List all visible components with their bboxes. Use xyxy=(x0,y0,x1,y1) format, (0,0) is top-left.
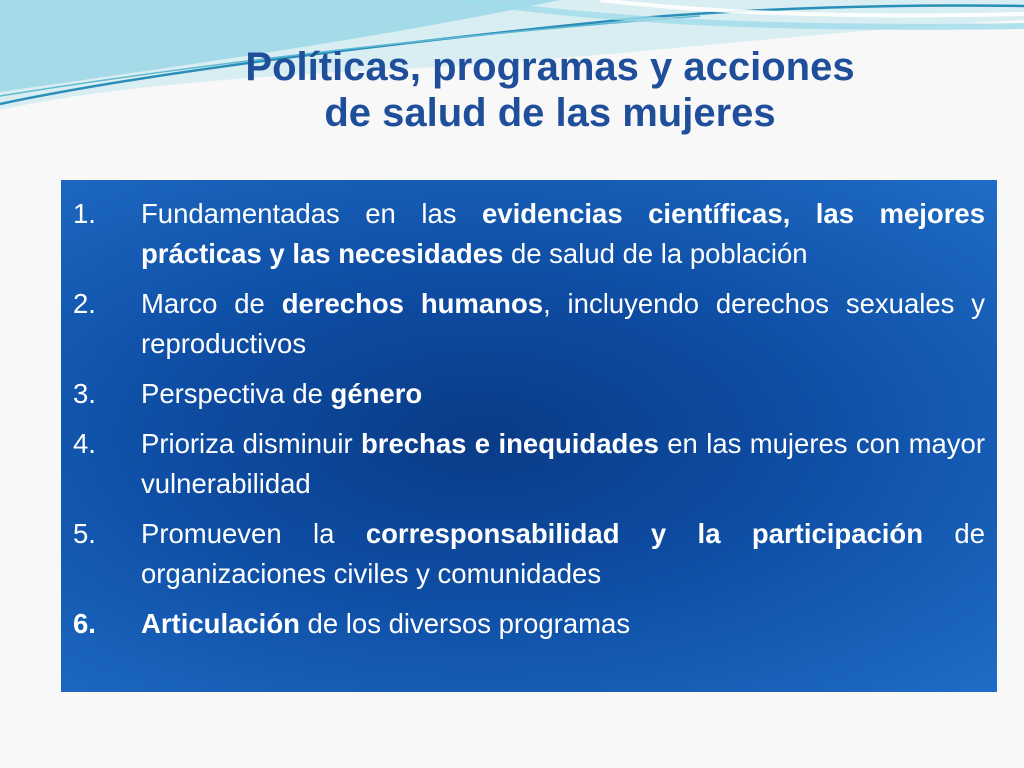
list-item-number: 6. xyxy=(73,608,96,639)
emphasis-text: Articulación xyxy=(141,608,300,639)
list-item-number: 4. xyxy=(73,428,96,459)
emphasis-text: brechas e inequidades xyxy=(360,428,659,459)
body-text: de organizaciones civiles y comunidades xyxy=(141,518,985,589)
emphasis-text: corresponsabilidad y la participación xyxy=(365,518,924,549)
list-item-text xyxy=(141,374,985,414)
list-item-text xyxy=(141,424,985,504)
list-item xyxy=(73,604,985,644)
body-text: de salud de la población xyxy=(503,238,808,269)
list-item-text xyxy=(141,604,985,644)
list-item xyxy=(73,424,985,504)
content-panel xyxy=(61,180,997,692)
list-item-text xyxy=(141,514,985,594)
emphasis-text: evidencias científicas, las mejores prácticas y las necesidades xyxy=(141,198,985,269)
title-line-2: de salud de las mujeres xyxy=(324,91,776,135)
body-text: de los diversos programas xyxy=(299,608,631,639)
list-item-text xyxy=(141,284,985,364)
list-item-number: 1. xyxy=(73,198,96,229)
list-item-text xyxy=(141,194,985,274)
list-item-number: 3. xyxy=(73,378,96,409)
numbered-list xyxy=(73,194,985,644)
body-text: Prioriza disminuir xyxy=(141,428,361,459)
body-text: Fundamentadas en las xyxy=(141,198,482,229)
emphasis-text: género xyxy=(330,378,423,409)
list-item xyxy=(73,374,985,414)
list-item xyxy=(73,284,985,364)
list-item xyxy=(73,514,985,594)
slide-title xyxy=(170,44,930,136)
emphasis-text: derechos humanos xyxy=(281,288,544,319)
body-text: , incluyendo derechos sexuales y reproductivos xyxy=(141,288,985,359)
title-line-1: Políticas, programas y acciones xyxy=(245,45,855,89)
body-text: Promueven la xyxy=(141,518,366,549)
list-item-number: 2. xyxy=(73,288,96,319)
list-item xyxy=(73,194,985,274)
body-text: en las mujeres con mayor vulnerabilidad xyxy=(141,428,985,499)
body-text: Marco de xyxy=(141,288,282,319)
body-text: Perspectiva de xyxy=(141,378,331,409)
list-item-number: 5. xyxy=(73,518,96,549)
